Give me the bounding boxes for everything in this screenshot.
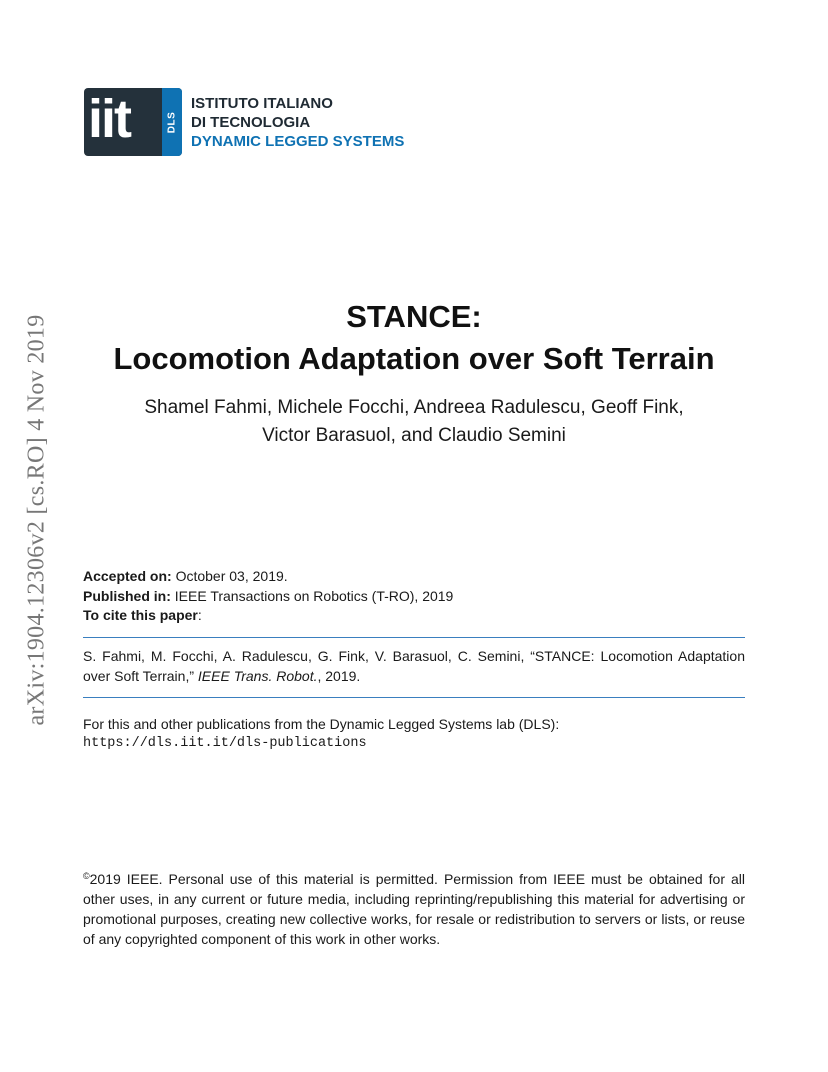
published-row xyxy=(83,587,453,607)
logo-line-2: DI TECNOLOGIA xyxy=(191,114,311,131)
accepted-value: October 03, 2019. xyxy=(175,568,288,584)
iit-dls-logo xyxy=(84,88,404,156)
iit-logo-mark xyxy=(84,88,182,156)
authors-line-2: Victor Barasuol, and Claudio Semini xyxy=(262,425,566,446)
cite-colon: : xyxy=(197,607,202,623)
authors-line-1: Shamel Fahmi, Michele Focchi, Andreea Radulescu, Geoff Fink, xyxy=(144,397,684,418)
logo-dls-strip xyxy=(162,88,182,156)
accepted-label: Accepted on: xyxy=(83,568,172,584)
publications-url[interactable]: https://dls.iit.it/dls-publications xyxy=(83,736,367,751)
copyright-notice xyxy=(83,866,745,949)
logo-mark-text: iit xyxy=(88,89,130,149)
accepted-row xyxy=(83,567,453,587)
divider-top xyxy=(83,637,745,638)
logo-line-3: DYNAMIC LEGGED SYSTEMS xyxy=(191,133,405,150)
citation-authors-title: S. Fahmi, M. Focchi, A. Radulescu, G. Fink, V. Barasuol, C. Semini, “STANCE: Locomotion Adaptation over Soft Terrain,” xyxy=(83,648,745,684)
divider-bottom xyxy=(83,697,745,698)
published-value: IEEE Transactions on Robotics (T-RO), 2019 xyxy=(174,587,454,604)
published-label: Published in: xyxy=(83,587,171,604)
publications-text: For this and other publications from the Dynamic Legged Systems lab (DLS): xyxy=(83,716,560,732)
author-list xyxy=(0,394,828,450)
citation-year: , 2019. xyxy=(317,668,361,684)
publication-info xyxy=(83,567,453,626)
copyright-text: 2019 IEEE. Personal use of this material is permitted. Permission from IEEE must be obtained for all other uses, in any current or future media, including reprinting/republishing this material for advertising or promotional purposes, creating new collective works, for resale or redistribution to servers or lists, or reuse of any copyrighted component of this work in other works. xyxy=(83,871,745,947)
cite-row xyxy=(83,606,453,626)
paper-title xyxy=(0,296,828,380)
logo-wordmark xyxy=(191,94,404,151)
arxiv-stamp: arXiv:1904.12306v2 [cs.RO] 4 Nov 2019 xyxy=(23,314,50,726)
logo-line-1: ISTITUTO ITALIANO xyxy=(191,95,333,112)
logo-dls-text: DLS xyxy=(166,111,178,133)
citation-journal: IEEE Trans. Robot. xyxy=(197,668,318,684)
title-line-2: Locomotion Adaptation over Soft Terrain xyxy=(113,341,715,376)
cite-label: To cite this paper xyxy=(83,607,198,623)
publications-note xyxy=(83,714,559,754)
title-line-1: STANCE: xyxy=(346,299,482,334)
citation-text xyxy=(83,646,745,686)
copyright-symbol: © xyxy=(83,871,90,881)
